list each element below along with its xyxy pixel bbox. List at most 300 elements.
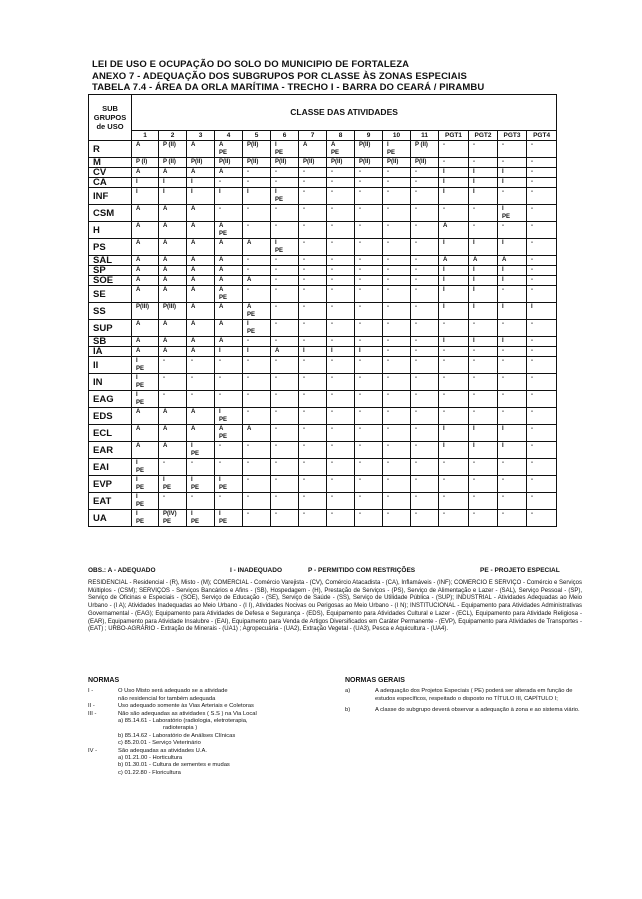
table-cell: P (I): [132, 158, 159, 168]
table-row: [89, 347, 557, 357]
table-cell: I: [469, 239, 498, 256]
subgroup-code: EAT: [89, 493, 132, 510]
table-cell: -: [355, 374, 383, 391]
table-cell: -: [327, 222, 355, 239]
table-cell: -: [159, 357, 187, 374]
table-cell: -: [411, 320, 439, 337]
norma-label: III -: [88, 710, 97, 717]
table-cell: I PE: [215, 408, 243, 425]
table-cell: I PE: [132, 357, 159, 374]
table-cell: -: [271, 178, 299, 188]
subgroup-code: H: [89, 222, 132, 239]
table-cell: -: [469, 374, 498, 391]
norma-geral-text: A adequação dos Projetos Especiais ( PE) poderá ser alterada em função de estudos específicos, respeitado o disposto no TÍTULO III, CAPÍTULO I;: [375, 688, 573, 702]
table-cell: I: [498, 442, 527, 459]
table-cell: -: [355, 442, 383, 459]
table-cell: -: [411, 239, 439, 256]
table-cell: -: [411, 493, 439, 510]
column-header: 7: [299, 131, 327, 141]
table-cell: I: [243, 347, 271, 357]
subgroup-code: CV: [89, 168, 132, 178]
table-cell: -: [327, 266, 355, 276]
table-cell: -: [411, 168, 439, 178]
table-cell: -: [383, 168, 411, 178]
table-row: [89, 442, 557, 459]
subgroup-code: SB: [89, 337, 132, 347]
table-cell: -: [215, 374, 243, 391]
table-cell: A: [215, 266, 243, 276]
table-cell: -: [271, 266, 299, 276]
table-cell: -: [383, 205, 411, 222]
table-cell: -: [271, 256, 299, 266]
column-header: 8: [327, 131, 355, 141]
legend-projeto-especial: PE - PROJETO ESPECIAL: [480, 567, 560, 574]
table-cell: -: [498, 374, 527, 391]
table-cell: -: [411, 476, 439, 493]
table-cell: -: [243, 222, 271, 239]
norma-subitem: b) 01.30.01 - Cultura de sementes e mudas: [118, 762, 230, 769]
table-cell: -: [469, 222, 498, 239]
table-cell: A PE: [215, 141, 243, 158]
table-cell: -: [243, 476, 271, 493]
table-cell: I PE: [132, 459, 159, 476]
norma-label: I -: [88, 688, 94, 695]
table-cell: I: [498, 168, 527, 178]
table-cell: -: [383, 442, 411, 459]
table-cell: A: [159, 266, 187, 276]
table-cell: I: [527, 303, 557, 320]
table-cell: -: [299, 493, 327, 510]
table-cell: A: [159, 442, 187, 459]
table-cell: -: [243, 510, 271, 527]
table-cell: -: [243, 459, 271, 476]
table-cell: -: [299, 188, 327, 205]
table-cell: I: [469, 188, 498, 205]
table-cell: I PE: [132, 510, 159, 527]
table-cell: -: [411, 286, 439, 303]
table-cell: -: [271, 337, 299, 347]
table-cell: -: [355, 476, 383, 493]
table-cell: -: [439, 347, 469, 357]
table-cell: P(II): [327, 158, 355, 168]
table-cell: I: [439, 442, 469, 459]
table-cell: A: [159, 256, 187, 266]
table-cell: I PE: [159, 476, 187, 493]
norma-geral-label: a): [345, 688, 351, 695]
table-cell: P(IV) PE: [159, 510, 187, 527]
table-row: [89, 276, 557, 286]
table-cell: -: [187, 374, 215, 391]
subgroup-code: IA: [89, 347, 132, 357]
norma-subitem: a) 01.21.00 - Horticultura: [118, 755, 183, 762]
table-cell: A: [187, 266, 215, 276]
table-cell: I: [439, 276, 469, 286]
table-cell: -: [439, 374, 469, 391]
table-cell: -: [498, 188, 527, 205]
table-cell: -: [215, 205, 243, 222]
table-row: [89, 391, 557, 408]
table-cell: I: [215, 347, 243, 357]
table-cell: -: [355, 493, 383, 510]
table-cell: A: [187, 222, 215, 239]
table-cell: -: [215, 178, 243, 188]
table-row: [89, 320, 557, 337]
subgroup-descriptions: RESIDENCIAL - Residencial - (R), Misto - (M); COMERCIAL - Comércio Varejista - (CV), Comércio Atacadista - (CA), Inflamáveis - (INF); COMERCIO E SERVIÇO - Comércio e Serviços Múltiplos - (CSM); SERVIÇOS - Serviços Bancários e Afins - (SB), Hospedagem - (H), Prestação de Serviços - (PS), Serviço de Alimentação e Lazer - (SAL), Serviço Pessoal - (SP), Serviço de Oficinas e Especiais - (SOE), Serviço de Educação - (SE), Serviço de Saúde - (SS), Serviço de Utilidade Pública - (SUP); INDUSTRIAL - Atividades Adequadas ao Meio Urbano - (I A); Atividades Inadequadas ao Meio Urbano - (I I), Atividades Nocivas ou Perigosas ao Meio Urbano - (I N); INSTITUCIONAL - Equipamento para Atividades Administrativas Governamental - (EAG); Equipamento para Atividades de Defesa e Segurança - (EDS), Equipamento para Atividades Cultural e Lazer - (ECL), Equipamento para Atividade Religiosa - (EAR), Equipamento para Atividade Insalubre - (EAI), Equipamento para Venda de Artigos Diversificados em Caráter Permanente - (EVP), Equipamento para Atividades de Transportes - (EAT) ; URBO-AGRÁRIO - Extração de Minerais - (UA1) ; Agropecuária - (UA2), Extração Vegetal - (UA3), Pesca e Aquicultura - (UA4).: [88, 580, 582, 633]
table-cell: -: [355, 222, 383, 239]
norma-text: Não são adequadas as atividades ( S.S ) na Via Local: [118, 710, 257, 717]
table-cell: -: [299, 357, 327, 374]
table-cell: -: [327, 303, 355, 320]
table-cell: -: [439, 320, 469, 337]
subgroup-code: EAI: [89, 459, 132, 476]
table-cell: -: [355, 408, 383, 425]
table-row: [89, 256, 557, 266]
table-cell: -: [498, 391, 527, 408]
table-cell: -: [411, 408, 439, 425]
table-cell: -: [469, 476, 498, 493]
norma-item: [88, 688, 338, 703]
table-cell: -: [271, 425, 299, 442]
table-cell: I PE: [215, 476, 243, 493]
table-cell: -: [527, 320, 557, 337]
table-cell: P(III): [159, 303, 187, 320]
table-cell: -: [299, 222, 327, 239]
table-cell: A: [132, 337, 159, 347]
table-cell: I: [469, 442, 498, 459]
table-cell: I: [439, 239, 469, 256]
table-cell: A: [132, 256, 159, 266]
table-cell: A: [132, 286, 159, 303]
table-cell: -: [527, 256, 557, 266]
table-cell: A: [132, 276, 159, 286]
table-cell: -: [243, 357, 271, 374]
norma-label: II -: [88, 703, 95, 710]
table-cell: -: [383, 408, 411, 425]
subgroup-code: CA: [89, 178, 132, 188]
table-cell: -: [527, 442, 557, 459]
table-cell: -: [355, 510, 383, 527]
header-annex: ANEXO 7 - ADEQUAÇÃO DOS SUBGRUPOS POR CLASSE ÀS ZONAS ESPECIAIS: [92, 70, 467, 82]
table-cell: A: [215, 256, 243, 266]
subgroup-code: SS: [89, 303, 132, 320]
table-cell: -: [411, 374, 439, 391]
table-cell: -: [498, 141, 527, 158]
table-cell: -: [439, 391, 469, 408]
table-cell: -: [271, 476, 299, 493]
table-cell: -: [383, 239, 411, 256]
table-cell: -: [527, 391, 557, 408]
table-cell: A: [187, 239, 215, 256]
subgroup-code: SE: [89, 286, 132, 303]
table-cell: A: [187, 205, 215, 222]
table-cell: P(III): [132, 303, 159, 320]
table-cell: I PE: [187, 442, 215, 459]
table-cell: -: [383, 188, 411, 205]
table-cell: -: [215, 493, 243, 510]
table-cell: -: [327, 239, 355, 256]
column-header: PGT3: [498, 131, 527, 141]
table-cell: P(II): [299, 158, 327, 168]
table-cell: -: [527, 188, 557, 205]
table-cell: -: [355, 425, 383, 442]
table-cell: -: [243, 205, 271, 222]
normas-gerais-title: NORMAS GERAIS: [345, 677, 405, 684]
table-cell: -: [411, 337, 439, 347]
subgroup-code: SUP: [89, 320, 132, 337]
norma-geral-text: A classe do subgrupo deverá observar a adequação à zona e ao sistema viário.: [375, 707, 580, 714]
subgroup-code: UA: [89, 510, 132, 527]
table-cell: -: [327, 493, 355, 510]
table-cell: -: [411, 425, 439, 442]
table-cell: -: [327, 476, 355, 493]
table-cell: I PE: [187, 476, 215, 493]
table-cell: -: [299, 442, 327, 459]
table-cell: -: [411, 222, 439, 239]
table-cell: -: [327, 425, 355, 442]
subgroup-code: M: [89, 158, 132, 168]
table-cell: -: [527, 347, 557, 357]
table-cell: I: [187, 178, 215, 188]
table-cell: A: [243, 425, 271, 442]
table-cell: A: [159, 276, 187, 286]
table-cell: -: [327, 168, 355, 178]
table-cell: A: [187, 168, 215, 178]
subgroup-code: EVP: [89, 476, 132, 493]
table-cell: I: [498, 276, 527, 286]
table-cell: -: [271, 357, 299, 374]
table-cell: -: [271, 374, 299, 391]
table-row: [89, 158, 557, 168]
normas-list: [88, 688, 338, 718]
table-cell: -: [159, 374, 187, 391]
table-cell: -: [439, 476, 469, 493]
table-cell: I: [299, 347, 327, 357]
table-cell: -: [271, 168, 299, 178]
table-cell: P(II): [271, 158, 299, 168]
table-cell: A PE: [215, 425, 243, 442]
table-cell: I: [132, 188, 159, 205]
table-cell: -: [327, 320, 355, 337]
table-cell: I: [439, 425, 469, 442]
subgroup-code: EAG: [89, 391, 132, 408]
table-cell: -: [411, 178, 439, 188]
table-cell: I: [469, 266, 498, 276]
table-cell: -: [299, 425, 327, 442]
table-cell: -: [498, 357, 527, 374]
table-cell: P (II): [159, 158, 187, 168]
table-row: [89, 205, 557, 222]
norma-geral-item: [345, 707, 590, 714]
table-cell: -: [527, 493, 557, 510]
table-cell: A: [243, 239, 271, 256]
table-cell: -: [243, 408, 271, 425]
column-header: 1: [132, 131, 159, 141]
table-cell: -: [469, 205, 498, 222]
table-cell: A: [215, 276, 243, 286]
table-cell: -: [243, 286, 271, 303]
table-cell: A: [132, 408, 159, 425]
table-cell: I: [439, 188, 469, 205]
table-cell: A: [187, 347, 215, 357]
table-cell: -: [383, 459, 411, 476]
table-cell: -: [527, 337, 557, 347]
column-header: 4: [215, 131, 243, 141]
table-cell: -: [439, 141, 469, 158]
table-cell: I PE: [243, 320, 271, 337]
table-cell: -: [498, 347, 527, 357]
table-cell: -: [383, 476, 411, 493]
table-cell: -: [327, 337, 355, 347]
table-cell: -: [383, 222, 411, 239]
table-cell: A: [187, 286, 215, 303]
table-row: [89, 374, 557, 391]
table-cell: -: [243, 178, 271, 188]
table-cell: A: [132, 266, 159, 276]
table-cell: -: [383, 357, 411, 374]
table-cell: A: [498, 256, 527, 266]
norma-text: não residencial for também adequada: [118, 695, 216, 702]
table-cell: I PE: [187, 510, 215, 527]
table-cell: I: [439, 337, 469, 347]
table-cell: A: [215, 320, 243, 337]
column-header: PGT4: [527, 131, 557, 141]
table-cell: -: [527, 222, 557, 239]
table-cell: I: [132, 178, 159, 188]
table-cell: P(II): [243, 158, 271, 168]
normas-iv-sublist: [88, 755, 338, 777]
table-cell: -: [327, 205, 355, 222]
table-cell: A: [187, 408, 215, 425]
table-cell: -: [498, 510, 527, 527]
table-cell: -: [527, 266, 557, 276]
table-cell: I PE: [132, 391, 159, 408]
subgroup-code: IN: [89, 374, 132, 391]
table-row: [89, 459, 557, 476]
table-cell: -: [411, 256, 439, 266]
table-cell: -: [271, 391, 299, 408]
table-cell: -: [355, 239, 383, 256]
table-cell: A: [187, 337, 215, 347]
table-cell: -: [187, 391, 215, 408]
table-row: [89, 168, 557, 178]
table-cell: -: [271, 303, 299, 320]
table-cell: -: [327, 188, 355, 205]
table-cell: I: [498, 425, 527, 442]
table-cell: A: [215, 239, 243, 256]
table-cell: -: [469, 357, 498, 374]
table-cell: -: [327, 442, 355, 459]
table-row: [89, 239, 557, 256]
table-cell: -: [271, 276, 299, 286]
table-cell: I: [439, 178, 469, 188]
header-table-title: TABELA 7.4 - ÁREA DA ORLA MARÍTIMA - TRECHO I - BARRA DO CEARÁ / PIRAMBU: [92, 82, 485, 93]
table-cell: A: [187, 320, 215, 337]
table-cell: -: [527, 357, 557, 374]
table-cell: -: [355, 320, 383, 337]
table-cell: I: [469, 168, 498, 178]
table-cell: -: [527, 178, 557, 188]
table-cell: -: [411, 188, 439, 205]
table-cell: -: [469, 141, 498, 158]
norma-geral-label: b): [345, 707, 351, 714]
adequacy-table: [88, 94, 557, 527]
subgroups-header: SUB GRUPOS de USO: [89, 95, 132, 141]
table-cell: -: [527, 286, 557, 303]
table-cell: -: [383, 276, 411, 286]
column-number-row: [89, 131, 557, 141]
table-cell: A: [132, 141, 159, 158]
table-cell: -: [355, 286, 383, 303]
table-cell: I: [498, 303, 527, 320]
table-cell: -: [299, 374, 327, 391]
table-cell: -: [243, 337, 271, 347]
table-cell: I: [498, 239, 527, 256]
table-cell: -: [355, 205, 383, 222]
table-cell: A: [439, 256, 469, 266]
table-cell: -: [327, 374, 355, 391]
table-cell: -: [271, 442, 299, 459]
table-cell: -: [383, 320, 411, 337]
table-cell: -: [299, 459, 327, 476]
table-cell: -: [383, 391, 411, 408]
table-row: [89, 357, 557, 374]
subgroup-code: SOE: [89, 276, 132, 286]
table-cell: -: [299, 239, 327, 256]
table-cell: -: [355, 276, 383, 286]
column-header: PGT2: [469, 131, 498, 141]
subgroup-code: R: [89, 141, 132, 158]
table-cell: -: [355, 188, 383, 205]
table-cell: -: [243, 266, 271, 276]
table-cell: I PE: [271, 141, 299, 158]
subgroup-code: EDS: [89, 408, 132, 425]
table-cell: I: [439, 168, 469, 178]
norma-item: [88, 711, 338, 718]
header-title-law: LEI DE USO E OCUPAÇÃO DO SOLO DO MUNICIPIO DE FORTALEZA: [92, 59, 410, 70]
column-header: 6: [271, 131, 299, 141]
table-cell: -: [439, 357, 469, 374]
table-cell: -: [355, 357, 383, 374]
table-cell: -: [215, 391, 243, 408]
table-cell: A: [132, 320, 159, 337]
table-cell: -: [498, 493, 527, 510]
table-cell: -: [383, 510, 411, 527]
table-cell: -: [411, 442, 439, 459]
table-cell: -: [271, 459, 299, 476]
table-cell: -: [439, 510, 469, 527]
classes-header: CLASSE DAS ATIVIDADES: [132, 95, 557, 131]
norma-subitem: radioterapia ): [163, 725, 198, 732]
table-cell: -: [469, 510, 498, 527]
table-cell: -: [327, 459, 355, 476]
table-cell: -: [299, 510, 327, 527]
table-cell: A: [159, 205, 187, 222]
subgroup-code: SP: [89, 266, 132, 276]
table-cell: -: [527, 425, 557, 442]
table-cell: -: [299, 337, 327, 347]
table-cell: -: [327, 510, 355, 527]
table-cell: -: [355, 168, 383, 178]
table-cell: -: [439, 158, 469, 168]
subgroup-code: SAL: [89, 256, 132, 266]
normas-section: [88, 677, 338, 777]
table-cell: P(II): [411, 158, 439, 168]
table-cell: I: [498, 178, 527, 188]
table-cell: -: [299, 391, 327, 408]
table-cell: -: [411, 266, 439, 276]
column-header: 10: [383, 131, 411, 141]
table-cell: I: [327, 347, 355, 357]
